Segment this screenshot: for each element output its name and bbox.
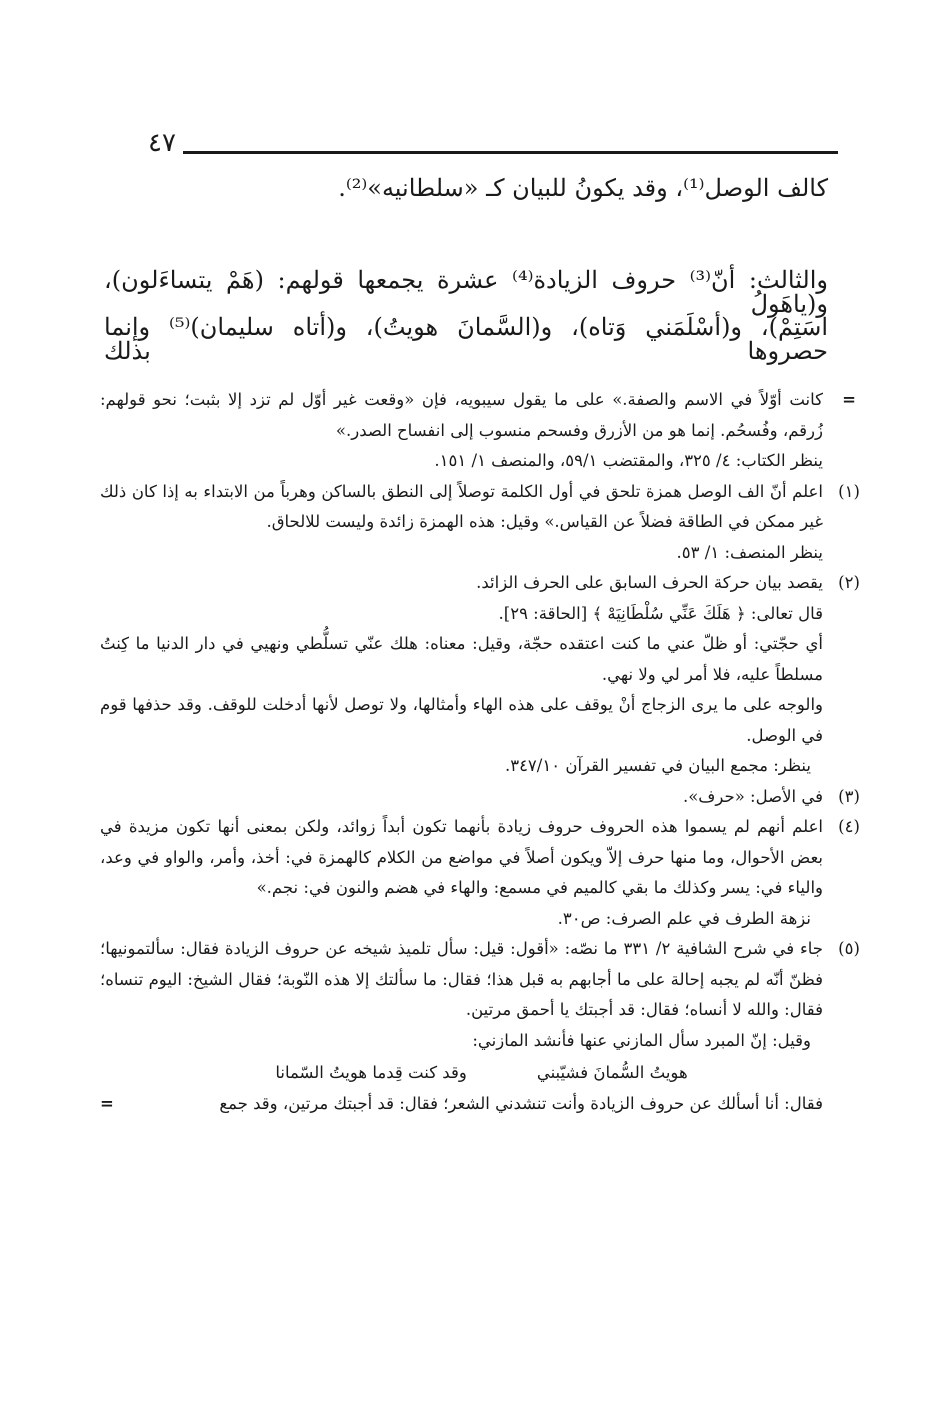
- verse-hemistich-left: وقد كنت قِدما هويتُ السّمانا: [275, 1063, 467, 1082]
- footnote-text: فقال: أنا أسألك عن حروف الزيادة وأنت تنشدني الشعر؛ فقال: قد أجبتك مرتين، وقد جمع: [219, 1093, 823, 1113]
- main-text-line-1: كالف الوصل⁽¹⁾، وقد يكونُ للبيان كـ «سلطانيه»⁽²⁾.: [338, 174, 828, 202]
- poetry-verse: [100, 1056, 863, 1089]
- continuation-text: كانت أوّلاً في الاسم والصفة.» على ما يقول سيبويه، فإن «وقعت غير أوّل لم تزد إلا بثبت؛ نحو قولهم: زُرقم، وفُسحُم. إنما هو من الأزرق وفسحم منسوب إلى انفساح الصدر.»: [100, 390, 823, 440]
- footnote-text: جاء في شرح الشافية ٢/ ٣٣١ ما نصّه: «أقول: قيل: سأل تلميذ شيخه عن حروف الزيادة فقال: سألتمونيها؛ فظنّ أنّه لم يجبه إحالة على ما أجابهم به قبل هذا؛ فقال: ما سألتك إلا هذه النّوبة؛ فقال الشيخ: اليوم تنساه؛ فقال: والله لا أنساه؛ فقال: قد أجبتك يا أحمق مرتين.: [100, 939, 823, 1019]
- continuation-ref: ينظر الكتاب: ٤/ ٣٢٥، والمقتضب ٥٩/١، والمنصف ١/ ١٥١.: [434, 451, 823, 470]
- footnote-text: يقصد بيان حركة الحرف السابق على الحرف الزائد.: [476, 573, 823, 592]
- continuation-marker: =: [100, 1093, 114, 1113]
- footnote-paragraph: وقيل: إنّ المبرد سأل المازني عنها فأنشد المازني:: [472, 1030, 811, 1050]
- footnote-3: [100, 782, 875, 813]
- footnote-4: [100, 812, 875, 934]
- verse-hemistich-right: هويتُ السُّمانَ فشيّبني: [536, 1063, 688, 1082]
- footnote-marker: (٢): [838, 573, 860, 592]
- footnote-paragraph: أي حجّتي: أو ظلّ عني ما كنت اعتقده حجّة، وقيل: معناه: هلك عنّي تسلُّطي ونهيي في دار الدنيا ما كِنتُ مسلطاً عليه، فلا أمر لي ولا نهي.: [100, 634, 823, 684]
- footnote-paragraph: والوجه على ما يرى الزجاج أنْ يوقف على هذه الهاء وأمثالها، ولا توصل لأنها أدخلت للوقف. وقد حذفها قوم في الوصل.: [100, 695, 823, 745]
- footnotes-section: [100, 385, 875, 1119]
- footnote-ref: نزهة الطرف في علم الصرف: ص٣٠.: [557, 908, 811, 928]
- quran-quote: قال تعالى: ﴿ هَلَكَ عَنِّي سُلْطَانِيَهْ ﴾ [الحاقة: ٢٩].: [498, 603, 823, 623]
- main-text-line-3: اسَتِمْ)، و(أسْلَمَني وَتاه)، و(السَّمانَ هويتُ)، و(أتاه سليمان)⁽⁵⁾ وإنما حصروها بذلك: [104, 313, 828, 365]
- footnote-5: [100, 934, 875, 1119]
- continuation-marker: =: [842, 390, 856, 409]
- footnote-1: [100, 477, 875, 569]
- footnote-text: اعلم أنّ الف الوصل همزة تلحق في أول الكلمة توصلاً إلى النطق بالساكن وهرباً من الابتداء به إذا كان ذلك غير ممكن في الطاقة فضلاً عن القياس.» وقيل: هذه الهمزة زائدة وليست للالحاق.: [100, 481, 823, 531]
- footnote-continuation: [100, 385, 875, 477]
- footnote-marker: (٤): [838, 817, 860, 836]
- header-rule: [183, 151, 838, 154]
- footnote-marker: (٣): [838, 786, 860, 806]
- footnote-last-line: [100, 1089, 823, 1120]
- footnote-ref: ينظر: مجمع البيان في تفسير القرآن ٣٤٧/١٠.: [504, 756, 811, 775]
- footnote-2: [100, 568, 875, 782]
- footnote-text: اعلم أنهم لم يسموا هذه الحروف حروف زيادة بأنهما تكون أبداً زوائد، ولكن بمعنى أنها تكون مزيدة في بعض الأحوال، وما منها حرف إلاّ ويكون أصلاً في مواضع من الكلام كالهمزة في: أخذ، وأمر، والواو في وعد، والياء في: يسر وكذلك ما بقي كالميم في مسمع: والهاء في هضم والنون في: نجم.»: [100, 817, 823, 897]
- footnote-ref: ينظر المنصف: ١/ ٥٣.: [676, 542, 823, 562]
- footnote-marker: (٥): [838, 939, 860, 958]
- page-number: ٤٧: [148, 128, 176, 158]
- footnote-text: في الأصل: «حرف».: [682, 786, 823, 806]
- main-text-line-2: والثالث: أنّ⁽³⁾ حروف الزيادة⁽⁴⁾ عشرة يجمعها قولهم: (هَمْ يتساءَلون)، و(ياهَولُ: [104, 266, 828, 318]
- footnote-marker: (١): [838, 481, 860, 501]
